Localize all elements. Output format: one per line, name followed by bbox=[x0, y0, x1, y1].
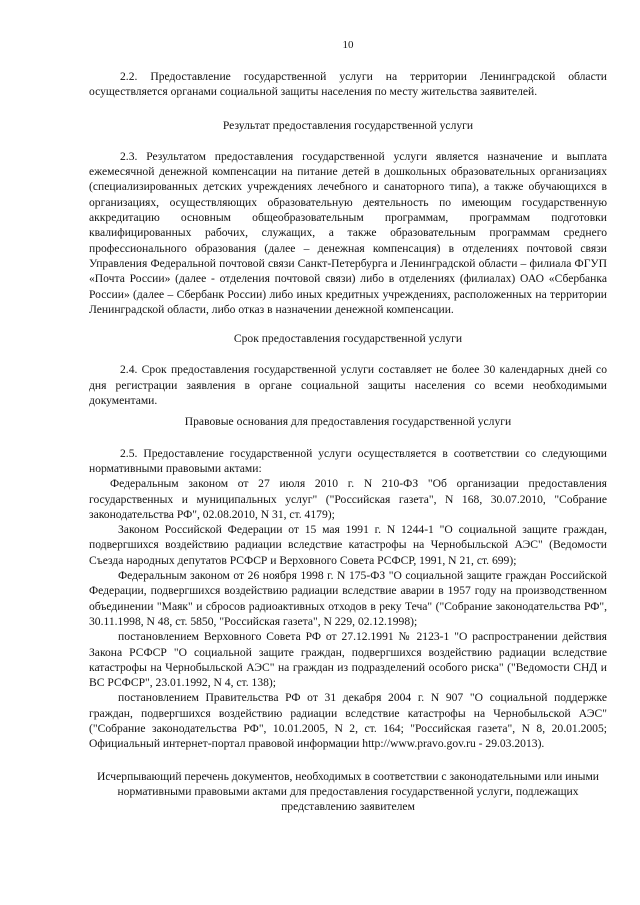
paragraph-2-5-intro: 2.5. Предоставление государственной услуги осуществляется в соответствии со следующими нормативными правовыми актами: bbox=[89, 446, 607, 475]
heading-documents-list: Исчерпывающий перечень документов, необходимых в соответствии с законодательными или иными нормативными правовыми актами для предоставления государственной услуги, подлежащих представлению заявителем bbox=[97, 769, 599, 814]
heading-result: Результат предоставления государственной услуги bbox=[222, 118, 474, 132]
law-item-1: Федеральным законом от 27 июля 2010 г. N 210-ФЗ "Об организации предоставления государственных и муниципальных услуг" ("Российская газета", N 168, 30.07.2010, "Собрание законодательства РФ", 02.08.2010, N 31, ст. 4179); bbox=[89, 477, 607, 521]
law-item-4: постановлением Верховного Совета РФ от 27.12.1991 № 2123-1 "О распространении действия Закона РСФСР "О социальной защите граждан, подвергшихся воздействию радиации вследствие катастрофы на Чернобыльской АЭС" на граждан из подразделений особого риска" ("Ведомости СНД и ВС РСФСР", 23.01.1992, N 4, ст. 138); bbox=[89, 630, 607, 690]
paragraph-2-2: 2.2. Предоставление государственной услуги на территории Ленинградской области осуществляется органами социальной защиты населения по месту жительства заявителей. bbox=[89, 70, 607, 99]
paragraph-2-3: 2.3. Результатом предоставления государственной услуги является назначение и выплата ежемесячной денежной компенсации на питание детей в дошкольных образовательных организациях (специализированных детских учреждениях лечебного и санаторного типа), а также обучающихся в организациях, осуществляющих образовательную деятельность по имеющим государственную аккредитацию основным общеобразовательным программам, программам подготовки квалифицированных рабочих, служащих, а также образовательным программам среднего профессионального образования (далее – денежная компенсация) в отделениях почтовой связи Управления Федеральной почтовой связи Санкт-Петербурга и Ленинградской области – филиала ФГУП «Почта России» (далее - отделения почтовой связи) либо в отделениях (филиалах) ОАО «Сбербанка России» (далее – Сбербанк России) либо иных кредитных учреждениях, расположенных на территории Ленинградской области, либо отказ в назначении денежной компенсации. bbox=[89, 149, 607, 316]
law-item-3: Федеральным законом от 26 ноября 1998 г. N 175-ФЗ "О социальной защите граждан Российской Федерации, подвергшихся воздействию радиации вследствие аварии в 1957 году на производственном объединении "Маяк" и сбросов радиоактивных отходов в реку Теча" ("Собрание законодательства РФ", 30.11.1998, N 48, ст. 5850, "Российская газета", N 229, 02.12.1998); bbox=[89, 569, 607, 628]
page-number: 10 bbox=[342, 39, 354, 51]
heading-legal-basis: Правовые основания для предоставления государственной услуги bbox=[184, 415, 512, 429]
heading-term: Срок предоставления государственной услуги bbox=[233, 332, 463, 346]
law-item-5: постановлением Правительства РФ от 31 декабря 2004 г. N 907 "О социальной поддержке граждан, подвергшихся воздействию радиации вследствие катастрофы на Чернобыльской АЭС" ("Собрание законодательства РФ", 10.01.2005, N 2, ст. 164; "Российская газета", N 8, 20.01.2005; Официальный интернет-портал правовой информации http://www.pravo.gov.ru - 29.03.2013). bbox=[89, 691, 607, 751]
paragraph-2-4: 2.4. Срок предоставления государственной услуги составляет не более 30 календарных дней со дня регистрации заявления в органе социальной защиты населения со всеми необходимыми документами. bbox=[89, 363, 607, 408]
law-item-2: Законом Российской Федерации от 15 мая 1991 г. N 1244-1 "О социальной защите граждан, подвергшихся воздействию радиации вследствие катастрофы на Чернобыльской АЭС" (Ведомости Съезда народных депутатов РСФСР и Верховного Совета РСФСР, 1991, N 21, ст. 699); bbox=[89, 523, 607, 567]
